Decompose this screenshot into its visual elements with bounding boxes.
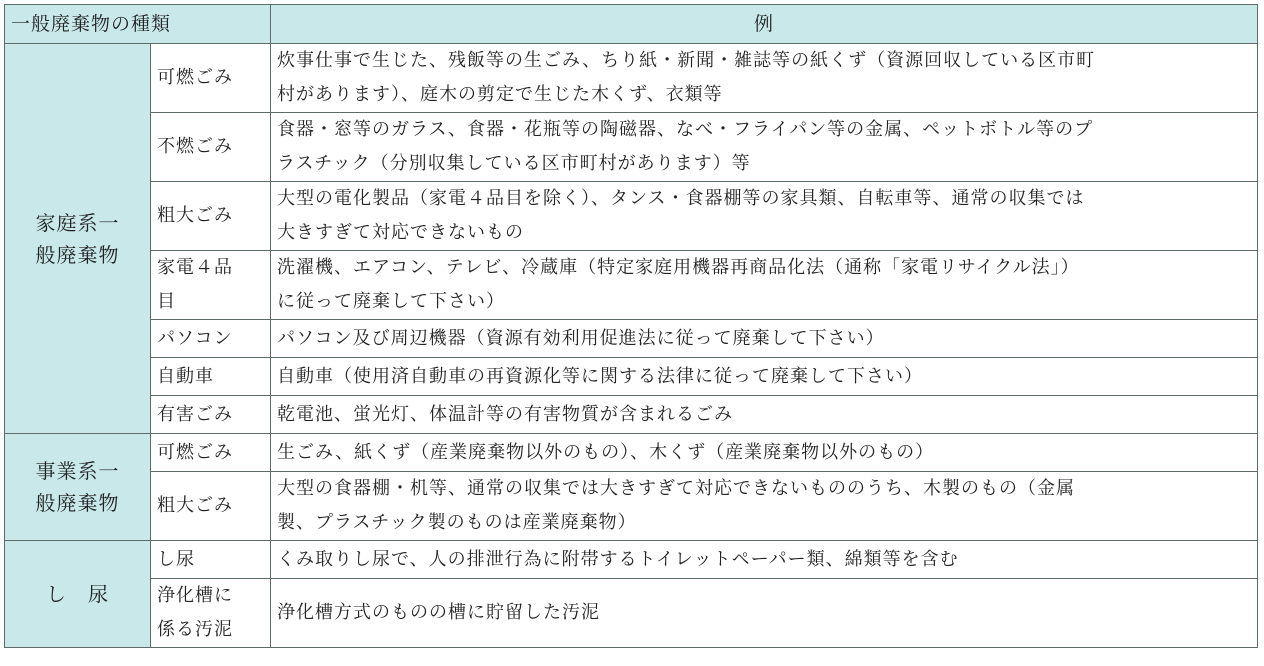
- example-cell: [271, 182, 1258, 251]
- example-text-line1: 大型の電化製品（家電４品目を除く）、タンス・食器棚等の家具類、自転車等、通常の収集では: [277, 188, 1085, 209]
- header-type-cell: 一般廃棄物の種類: [5, 5, 271, 44]
- table-row: [5, 251, 1258, 320]
- category-label-line2: 般廃棄物: [35, 491, 120, 515]
- subtype-label: 粗大ごみ: [157, 205, 233, 226]
- subtype-label: 不燃ごみ: [157, 136, 233, 157]
- table-row: [5, 182, 1258, 251]
- category-label-line1: 家庭系一: [35, 210, 120, 235]
- subtype-label: 可燃ごみ: [157, 67, 233, 88]
- example-text-line2: ラスチック（分別収集している区市町村があります）等: [277, 153, 751, 174]
- example-cell: くみ取りし尿で、人の排泄行為に附帯するトイレットペーパー類、綿類等を含む: [271, 541, 1258, 579]
- table-row: [5, 320, 1258, 358]
- subtype-cell: パソコン: [151, 320, 271, 358]
- subtype-label-line2: 目: [157, 291, 176, 312]
- table-row: [5, 434, 1258, 472]
- subtype-cell: [151, 113, 271, 182]
- header-example-cell: 例: [271, 5, 1258, 44]
- table-row: [5, 358, 1258, 396]
- subtype-cell: [151, 182, 271, 251]
- example-cell: 自動車（使用済自動車の再資源化等に関する法律に従って廃棄して下さい）: [271, 358, 1258, 396]
- subtype-cell: 自動車: [151, 358, 271, 396]
- example-cell: [271, 251, 1258, 320]
- example-text-line1: 洗濯機、エアコン、テレビ、冷蔵庫（特定家庭用機器再商品化法（通称「家電リサイクル法」）: [277, 257, 1080, 278]
- subtype-label-line1: 浄化槽に: [157, 585, 233, 606]
- subtype-cell: [151, 579, 271, 648]
- example-text-line1: 大型の食器棚・机等、通常の収集では大きすぎて対応できないもののうち、木製のもの（金属: [277, 478, 1076, 499]
- example-text-line1: 炊事仕事で生じた、残飯等の生ごみ、ちり紙・新聞・雑誌等の紙くず（資源回収している区市町: [277, 50, 1096, 71]
- subtype-cell: [151, 44, 271, 113]
- subtype-cell: 可燃ごみ: [151, 434, 271, 472]
- category-label-line2: 般廃棄物: [35, 242, 120, 267]
- example-text-line2: 村があります）、庭木の剪定で生じた木くず、衣類等: [277, 84, 723, 105]
- subtype-label-line1: 家電４品: [157, 257, 233, 278]
- category-cell-household: [5, 44, 151, 434]
- category-label-line1: 事業系一: [35, 459, 120, 483]
- example-text-line2: 大きすぎて対応できないもの: [277, 222, 525, 243]
- subtype-cell: 有害ごみ: [151, 396, 271, 434]
- example-text-line1: 食器・窓等のガラス、食器・花瓶等の陶磁器、なべ・フライパン等の金属、ペットボトル等のプ: [277, 119, 1094, 140]
- example-cell: 生ごみ、紙くず（産業廃棄物以外のもの）、木くず（産業廃棄物以外のもの）: [271, 434, 1258, 472]
- example-cell: [271, 113, 1258, 182]
- table-row: [5, 541, 1258, 579]
- table-row: [5, 396, 1258, 434]
- table-row: [5, 44, 1258, 113]
- subtype-label-line2: 係る汚泥: [157, 619, 233, 640]
- example-text-line2: に従って廃棄して下さい）: [277, 291, 506, 312]
- example-cell: 乾電池、蛍光灯、体温計等の有害物質が含まれるごみ: [271, 396, 1258, 434]
- example-cell: [271, 44, 1258, 113]
- subtype-cell: [151, 251, 271, 320]
- subtype-cell: し尿: [151, 541, 271, 579]
- table-row: [5, 579, 1258, 648]
- example-cell: [271, 472, 1258, 541]
- waste-types-table: [4, 4, 1258, 648]
- table-row: [5, 472, 1258, 541]
- subtype-cell: 粗大ごみ: [151, 472, 271, 541]
- table-row: [5, 113, 1258, 182]
- category-cell-night-soil: し 尿: [5, 541, 151, 648]
- example-cell: 浄化槽方式のものの槽に貯留した汚泥: [271, 579, 1258, 648]
- category-cell-business: [5, 434, 151, 541]
- example-text-line2: 製、プラスチック製のものは産業廃棄物）: [277, 512, 637, 533]
- header-row: [5, 5, 1258, 44]
- example-cell: パソコン及び周辺機器（資源有効利用促進法に従って廃棄して下さい）: [271, 320, 1258, 358]
